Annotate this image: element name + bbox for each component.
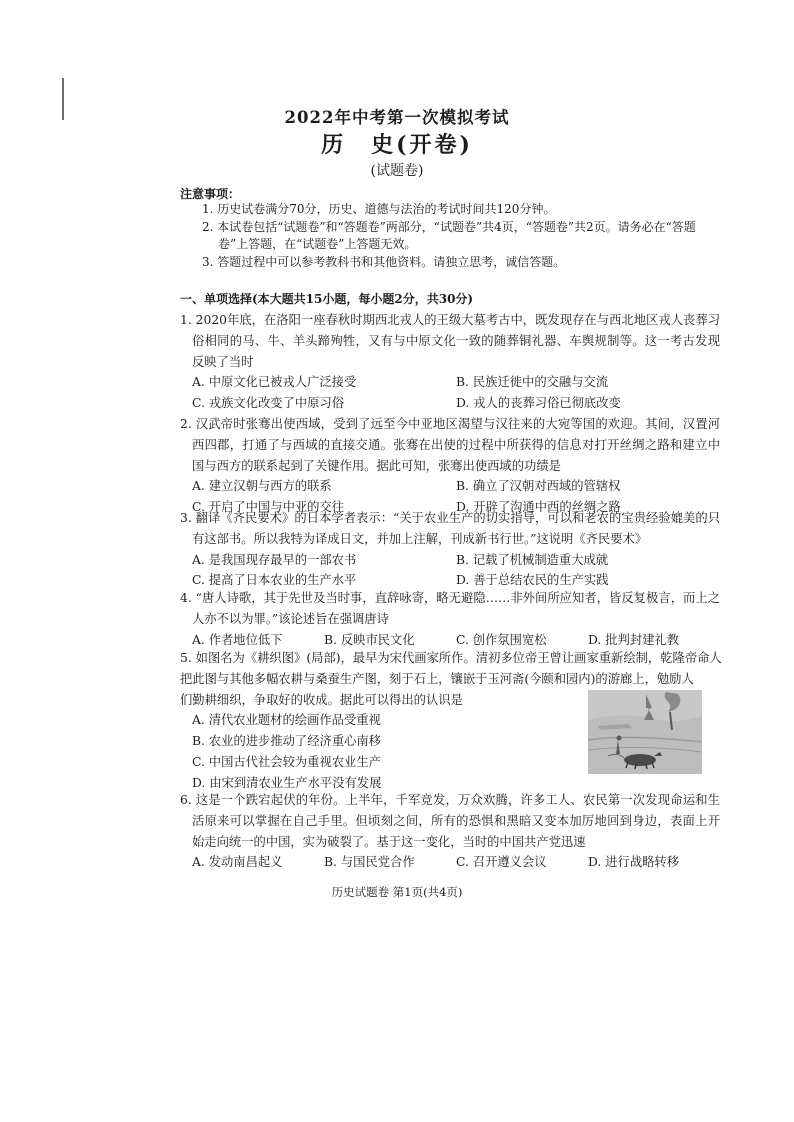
option-d: D. 由宋到清农业生产水平没有发展 [192, 775, 382, 790]
question-options [180, 372, 720, 414]
option-a: A. 作者地位低下 [192, 632, 283, 647]
option-c: C. 开启了中国与中亚的交往 [192, 500, 345, 515]
option-b: B. 记载了机械制造重大成就 [456, 552, 609, 567]
option-c: C. 中国古代社会较为重视农业生产 [192, 754, 381, 769]
option-b: B. 反映市民文化 [324, 632, 415, 647]
option-a: A. 中原文化已被戎人广泛接受 [192, 375, 357, 390]
stem-line: 把此图与其他多幅农耕与桑蚕生产图，刻于石上，镶嵌于玉河斋(今颐和园内)的游廊上，勉励人 [180, 671, 694, 686]
option-a: A. 清代农业题材的绘画作品受重视 [192, 713, 381, 728]
question-options [180, 852, 720, 873]
note-item: 2. 本试卷包括“试题卷”和“答题卷”两部分，“试题卷”共4页，“答题卷”共2页。请务必在“答题卷”上答题，在“试题卷”上答题无效。 [202, 219, 696, 251]
question-options [180, 550, 720, 592]
option-d: D. 批判封建礼教 [588, 632, 680, 647]
option-b: B. 农业的进步推动了经济重心南移 [192, 734, 382, 749]
option-d: D. 进行战略转移 [588, 855, 680, 870]
question-stem: 6. 这是一个跌宕起伏的年份。上半年，千军竞发，万众欢腾，许多工人、农民第一次发现命运和生活原来可以掌握在自己手里。但顷刻之间，所有的恐惧和黑暗又变本加厉地回到身边，表面上开始走向统一的中国，实为破裂了。基于这一变化，当时的中国共产党迅速 [180, 793, 720, 849]
farming-painting-image [588, 690, 702, 774]
subject-title: 历 史(开卷) [321, 132, 473, 158]
question-stem: 3. 翻译《齐民要术》的日本学者表示：“关于农业生产的切实指导，可以和老农的宝贵经验媲美的只有这部书。所以我特为译成日文，并加上注解，刊成新书行世。”这说明《齐民要术》 [180, 511, 720, 546]
paper-type: (试题卷) [370, 163, 424, 179]
option-c: C. 创作氛围宽松 [456, 632, 547, 647]
question-3 [180, 508, 720, 591]
option-d: D. 开辟了沟通中西的丝绸之路 [456, 500, 621, 515]
stem-line: 们勤耕细织，争取好的收成。据此可以得出的认识是 [180, 692, 463, 707]
question-stem: 2. 汉武帝时张骞出使西域，受到了远至今中亚地区渴望与汉往来的大宛等国的欢迎。其间，汉置河西四郡，打通了与西域的直接交通。张骞在出使的过程中所获得的信息对打开丝绸之路和建立中国与西方的联系起到了关键作用。据此可知，张骞出使西域的功绩是 [180, 417, 720, 473]
option-b: B. 确立了汉朝对西域的管辖权 [456, 479, 621, 494]
option-a: A. 是我国现存最早的一部农书 [192, 552, 357, 567]
question-stem: 1. 2020年底，在洛阳一座春秋时期西北戎人的王级大墓考古中，既发现存在与西北地区戎人丧葬习俗相同的马、牛、羊头蹄殉牲，又有与中原文化一致的随葬铜礼器、车舆规制等。这一考古发现反映了当时 [180, 313, 720, 369]
option-b: B. 与国民党合作 [324, 855, 415, 870]
note-item: 3. 答题过程中可以参考教科书和其他资料。请独立思考，诚信答题。 [202, 254, 566, 269]
option-d: D. 戎人的丧葬习俗已彻底改变 [456, 396, 621, 411]
question-4 [180, 588, 720, 650]
stem-line: 5. 如图名为《耕织图》(局部)，最早为宋代画家所作。清初多位帝王曾让画家重新绘制，乾隆帝命人 [180, 651, 722, 665]
exam-title: 2022年中考第一次模拟考试 [284, 108, 510, 127]
option-c: C. 召开遵义会议 [456, 855, 547, 870]
option-a: A. 建立汉朝与西方的联系 [192, 479, 332, 494]
option-c: C. 提高了日本农业的生产水平 [192, 573, 357, 588]
question-2 [180, 414, 720, 518]
option-b: B. 民族迁徙中的交融与交流 [456, 375, 609, 390]
question-1 [180, 310, 720, 414]
page-footer: 历史试题卷 第1页(共4页) [331, 885, 463, 899]
note-item: 1. 历史试卷满分70分，历史、道德与法治的考试时间共120分钟。 [202, 202, 556, 216]
option-c: C. 戎族文化改变了中原习俗 [192, 396, 345, 411]
section-title: 一、单项选择(本大题共15小题，每小题2分，共30分) [180, 292, 474, 306]
notes-list [180, 201, 720, 271]
question-6 [180, 790, 720, 873]
option-a: A. 发动南昌起义 [192, 855, 283, 870]
option-d: D. 善于总结农民的生产实践 [456, 573, 609, 588]
question-stem: 4. “唐人诗歌，其于先世及当时事，直辞咏寄，略无避隐……非外间所应知者，皆反复极言，而上之人亦不以为罪。”该论述旨在强调唐诗 [180, 591, 720, 626]
notes-heading: 注意事项： [180, 187, 241, 201]
